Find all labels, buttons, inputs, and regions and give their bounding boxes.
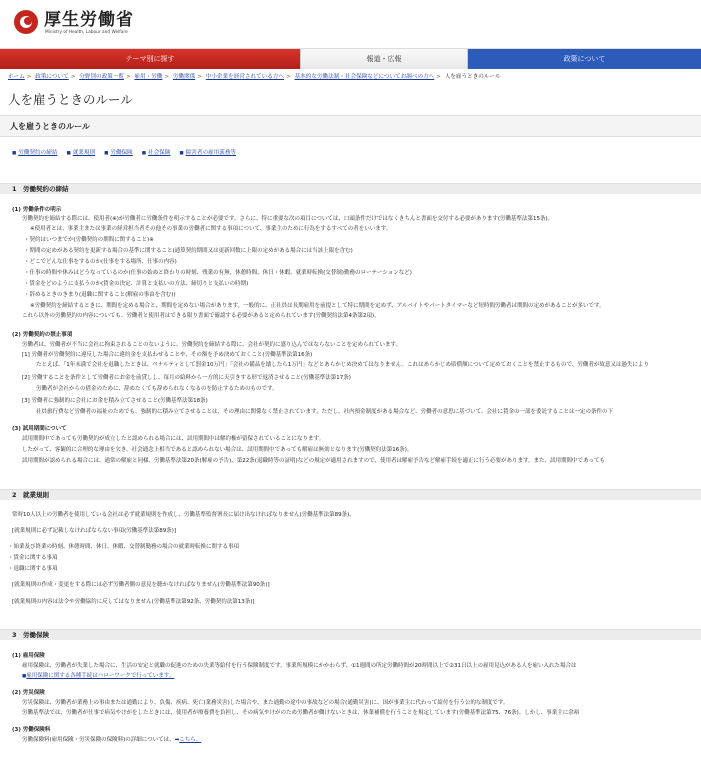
body-text: これら以外の労働契約の内容についても、労働者と使用者はできる限り書面で確認する必要があると定められています(労働契約法第4条第2項)。 bbox=[22, 313, 380, 319]
body-text: 労災保険は、労働者が業務上の事由または通勤により、負傷、疾病、死亡(業務災害)した場合や、また通勤の途中の事故などの場合(通勤災害)に、国が事業主に代わって給付を行う公的な制度です。 bbox=[22, 700, 509, 706]
body-text: [1] 労働者が労働契約に違反した場合に違約金を支払わせることや、その額を予め決めておくこと(労働基準法第16条) bbox=[22, 352, 313, 358]
body-text: [2] 労働することを条件として労働者にお金を前貸しし、毎月の給料から一方的に天引きする形で返済させること(労働基準法第17条) bbox=[22, 375, 351, 381]
body-text: [就業規則に必ず記載しなければならない事項(労働基準法第89条)] bbox=[12, 528, 177, 534]
mhlw-logo-icon[interactable] bbox=[13, 9, 39, 35]
breadcrumb-link[interactable]: 分野別の政策一覧 bbox=[79, 74, 124, 80]
body-text: 雇用保険は、労働者が失業した場合に、生活の安定と就職の促進のための失業等給付を行う保険制度です。事業所規模にかかわらず、①1週間の所定労働時間が20時間以上で②31日以上の雇用見込がある人を雇い入れた場合は bbox=[22, 663, 577, 669]
breadcrumb-link[interactable]: 雇用・労働 bbox=[134, 74, 163, 80]
section-title: 1 労働契約の締結 bbox=[12, 185, 69, 193]
hellowork-link[interactable]: 雇用保険に関する各種手続はハローワークで行っています。 bbox=[26, 673, 175, 679]
body-text: 試用期間中であっても労働契約が成立したと認められる場合には、試用期間中は解約権が留保されていることになります。 bbox=[22, 436, 325, 442]
body-text: 労働者は、労働者が不当に会社に拘束されることのないように、労働契約を締結する際に、会社が契約に盛り込んではならないことを定められています。 bbox=[22, 342, 402, 348]
body-text: [就業規則の作成・変更をする際には必ず労働者側の意見を聴かなければなりません(労働基準法第90条)] bbox=[12, 582, 270, 588]
subheading: (2) 労災保険 bbox=[12, 690, 45, 696]
premium-details-link[interactable]: こちら。 bbox=[179, 737, 202, 743]
subheading: (2) 労働契約の禁止事項 bbox=[12, 332, 73, 338]
breadcrumb: ホーム > 政策について > 分野別の政策一覧 > 雇用・労働 > 労働関係 > 中小企業を経営されている方へ > 基本的な労働法制・社会保険などについてお調べの方へ > 人を雇うときのルール bbox=[8, 74, 501, 80]
body-text: [3] 労働者に強制的に会社にお金を積み立てさせること(労働基準法第18条) bbox=[22, 398, 208, 404]
list-item: ・ 退職に関する事項 bbox=[8, 566, 58, 574]
content-title-box bbox=[0, 115, 701, 137]
body-text: したがって、客観的に合理的な理由を欠き、社会通念上相当であると認められない場合は、試用期間中であっても解雇は無効となります(労働契約法第16条)。 bbox=[22, 447, 413, 453]
list-item: ・ 賃金に関する事項 bbox=[8, 555, 58, 563]
body-text: たとえば、「1年未満で会社を退職したときは、ペナルティとして罰金10万円」「会社の備品を壊したら1万円」などとあらかじめ決めてはなりません。これはあらかじめ賠償額について定めておくことを禁止するもので、労働者が故意又は過失により bbox=[36, 362, 649, 368]
list-item: ・ 期間の定めがある契約を更新する場合の基準に関すること(通算契約期間又は更新回数に上限の定めがある場合には当該上限を含む) bbox=[24, 248, 353, 256]
site-logo-subtitle: Ministry of Health, Labour and Welfare bbox=[45, 30, 128, 35]
toc-link-labor-insurance[interactable]: ■ 労働保険 bbox=[104, 149, 133, 158]
link-arrow-icon: ➡ bbox=[174, 737, 180, 743]
site-logo-text[interactable]: 厚生労働省 bbox=[44, 10, 134, 30]
gnav-theme-tab[interactable]: テーマ別に探す bbox=[0, 49, 300, 69]
breadcrumb-link[interactable]: 中小企業を経営されている方へ bbox=[205, 74, 285, 80]
breadcrumb-current: 人を雇うときのルール bbox=[444, 74, 501, 80]
list-item: ・ 辞めるときのきまり(退職に関すること(解雇の事由を含む)) bbox=[24, 292, 176, 300]
section-title: 2 就業規則 bbox=[12, 491, 50, 499]
breadcrumb-link[interactable]: ホーム bbox=[8, 74, 25, 80]
body-text: 常時10人以上の労働者を使用している会社は必ず就業規則を作成し、労働基準監督署長に届け出なければなりません(労働基準法第89条)。 bbox=[12, 512, 355, 518]
list-item: ・ どこでどんな仕事をするのか(仕事をする場所、仕事の内容) bbox=[24, 259, 177, 267]
body-text: 労働者が会社からの借金のために、辞めたくても辞められなくなるのを防止するためのものです。 bbox=[36, 386, 278, 392]
list-item: ・ 始業及び終業の時刻、休憩時間、休日、休暇、交替制勤務の場合の就業時転換に関する事項 bbox=[8, 544, 239, 552]
global-nav bbox=[0, 48, 701, 68]
toc-link-contract[interactable]: ■ 労働契約の締結 bbox=[12, 149, 57, 158]
page-title: 人を雇うときのルール bbox=[8, 92, 133, 107]
toc-link-disability[interactable]: ■ 障害者の雇用義務等 bbox=[179, 149, 236, 158]
gnav-press-tab[interactable]: 報道・広報 bbox=[300, 49, 468, 69]
hellowork-line bbox=[22, 673, 174, 681]
subheading: (3) 試用期間について bbox=[12, 426, 67, 432]
site-header bbox=[0, 0, 701, 47]
section-header bbox=[0, 183, 701, 194]
subheading: (1) 雇用保険 bbox=[12, 653, 45, 659]
toc-link-social-insurance[interactable]: ■ 社会保険 bbox=[142, 149, 171, 158]
body-text: 労働基準法では、労働者が仕事で病気やけがをしたときには、使用者が療養費を負担し、その病気やけがのため労働者が働けないときは、休業補償を行うことを規定しています(労働基準法第75、76条)。しかし、事業主に余裕 bbox=[22, 710, 580, 716]
section-header bbox=[0, 489, 701, 500]
link-square-icon: ■ bbox=[22, 674, 27, 679]
list-item: ・ 賃金をどのように支払うのか(賃金の決定、計算と支払いの方法、締切りと支払いの時期) bbox=[24, 281, 248, 289]
breadcrumb-link[interactable]: 基本的な労働法制・社会保険などについてお調べの方へ bbox=[294, 74, 435, 80]
list-item: ・ 仕事の時間や休みはどうなっているのか(仕事の始めと終わりの時刻、残業の有無、休憩時間、休日・休暇、就業時転換(交替制)勤務のローテーションなど) bbox=[24, 270, 412, 278]
subheading: (3) 労働保険料 bbox=[12, 727, 51, 733]
premium-line bbox=[22, 737, 201, 745]
section-title: 3 労働保険 bbox=[12, 631, 50, 639]
section-header bbox=[0, 629, 701, 640]
toc-link-rules[interactable]: ■ 就業規則 bbox=[66, 149, 95, 158]
body-text: 労働契約を締結する際には、使用者(※)が労働者に労働条件を明示することが必要です。さらに、特に重要な次の項目については、口頭条件だけではなくきちんと書面を交付する必要があります(労働基準法第15条)。 bbox=[22, 216, 554, 222]
body-text: 試用期間が認められる場合には、通常の解雇と同様、労働基準法第20条(解雇の予告)、第22条(退職時等の証明)などの規定が適用されますので、使用者は解雇予告など解雇手続を適正に行う必要があります。また、試用期間中であっても bbox=[22, 458, 605, 464]
list-item: ・ 契約はいつまでか(労働契約の期間に関すること)※ bbox=[24, 237, 154, 245]
content-title: 人を雇うときのルール bbox=[10, 122, 90, 131]
body-text: ※使用者とは、事業主または事業の経営担当者その他その事業の労働者に関する事項について、事業主のために行為をするすべての者をいいます。 bbox=[30, 226, 392, 232]
table-of-contents bbox=[12, 149, 236, 158]
body-text: [就業規則の内容は法令や労働協約に反してはなりません(労働基準法第92条、労働契約法第13条)] bbox=[12, 599, 255, 605]
body-text: 労働保険料(雇用保険・労災保険の保険料)の詳細については、 bbox=[22, 737, 175, 743]
subheading: (1) 労働条件の明示 bbox=[12, 207, 62, 213]
breadcrumb-link[interactable]: 労働関係 bbox=[172, 74, 196, 80]
gnav-policy-tab[interactable]: 政策について bbox=[468, 49, 701, 69]
body-text: ※労働契約を締結するときに、期間を定める場合と、期間を定めない場合があります。一般的に、正社員は長期雇用を前提として特に期間を定めず、アルバイトやパートタイマーなど短時間労働者は期間の定めがあることが多いです。 bbox=[30, 303, 605, 309]
body-text: 社員旅行費など労働者の福祉のためでも、強制的に積み立てさせることは、その理由に関係なく禁止されています。ただし、社内預金制度がある場合など、労働者の意思に基づいて、会社に賃金の一部を委託することは一定の条件の下 bbox=[36, 409, 613, 415]
breadcrumb-link[interactable]: 政策について bbox=[35, 74, 69, 80]
